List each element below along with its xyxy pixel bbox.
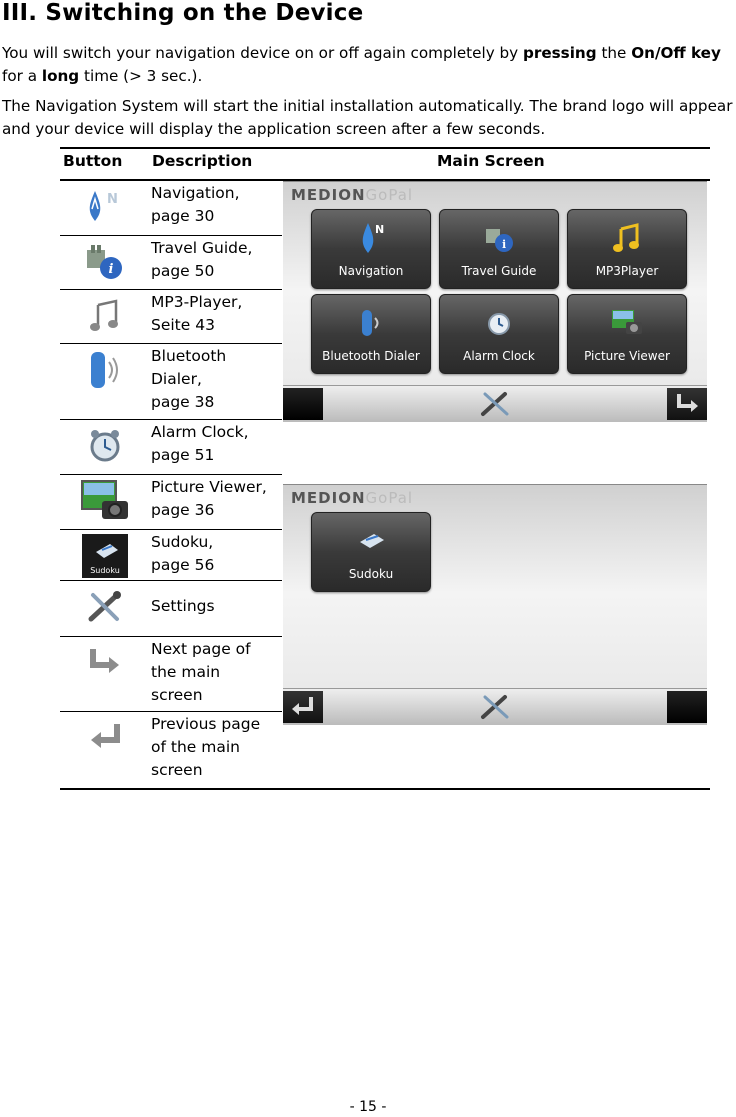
page-number: - 15 - (349, 1099, 387, 1115)
row-description-line: Bluetooth (151, 347, 227, 365)
column-header-description: Description (152, 152, 253, 170)
row-description-line: of the main (151, 738, 240, 756)
table-row (60, 420, 282, 475)
text: time (> 3 sec.). (79, 67, 203, 85)
alarm-clock-icon (62, 422, 148, 470)
table-row (60, 290, 282, 344)
svg-text:N: N (375, 223, 385, 236)
row-description-line: Previous page (151, 715, 261, 733)
table-bottom-rule (60, 788, 710, 790)
tile-label: Picture Viewer (584, 349, 670, 363)
travel-guide-icon (62, 238, 148, 286)
row-description-line: Settings (151, 597, 215, 615)
travel-guide-tile[interactable] (439, 209, 559, 289)
next-page-arrow-icon (62, 639, 148, 687)
table-row (60, 530, 282, 581)
navigation-tile[interactable] (311, 209, 431, 289)
settings-tools-icon[interactable] (479, 693, 511, 721)
row-description-line: Travel Guide, (151, 239, 253, 257)
svg-text:N: N (107, 192, 118, 207)
row-description-line: Navigation, (151, 184, 240, 202)
screen-bottom-bar (283, 688, 707, 725)
logo-text: MEDION (291, 489, 366, 507)
row-description-line: Seite 43 (151, 316, 215, 334)
text: You will switch your navigation device on or off again completely by (2, 44, 523, 62)
navigation-icon (62, 183, 148, 231)
next-page-button[interactable] (667, 388, 707, 420)
svg-text:i: i (502, 238, 507, 251)
bar-empty-cell (283, 388, 323, 420)
row-description-line: Picture Viewer, (151, 478, 267, 496)
main-screen-page-1 (283, 181, 707, 422)
startup-paragraph: The Navigation System will start the initial installation automatically. The brand logo will appear and your device will display the application screen after a few seconds. (2, 97, 733, 138)
row-description-line: Alarm Clock, (151, 423, 249, 441)
table-row (60, 181, 282, 236)
previous-page-arrow-icon (62, 714, 148, 762)
row-description-line: Dialer, (151, 370, 202, 388)
screen-bottom-bar (283, 385, 707, 422)
sudoku-icon-label: Sudoku (90, 566, 120, 575)
table-row (60, 236, 282, 290)
intro-paragraph (2, 42, 736, 88)
row-description-line: MP3-Player, (151, 293, 243, 311)
tile-label: MP3Player (595, 264, 659, 278)
row-description-line: screen (151, 761, 203, 779)
tile-label: Sudoku (348, 567, 394, 581)
logo-text: MEDION (291, 186, 366, 204)
tile-label: Alarm Clock (463, 349, 535, 363)
row-description-line: the main (151, 663, 221, 681)
brand-logo (291, 489, 413, 507)
settings-tools-icon[interactable] (479, 390, 511, 418)
picture-viewer-icon (62, 477, 148, 525)
main-screen-page-2 (283, 484, 707, 725)
bar-empty-cell (667, 691, 707, 723)
tile-label: Bluetooth Dialer (322, 349, 420, 363)
settings-tools-icon (62, 583, 148, 631)
row-description-line: page 36 (151, 501, 215, 519)
row-description-line: screen (151, 686, 203, 704)
logo-suffix: GoPal (365, 186, 414, 204)
section-heading: III. Switching on the Device (2, 0, 364, 26)
bold-text: On/Off key (631, 44, 721, 62)
row-description-line: page 51 (151, 446, 215, 464)
row-description-line: page 38 (151, 393, 215, 411)
table-row (60, 712, 282, 788)
row-description-line: page 50 (151, 262, 215, 280)
column-header-button: Button (63, 152, 123, 170)
logo-suffix: GoPal (365, 489, 414, 507)
row-description-line: page 30 (151, 207, 215, 225)
row-description-line: page 56 (151, 556, 215, 574)
previous-page-button[interactable] (283, 691, 323, 723)
mp3player-tile[interactable] (567, 209, 687, 289)
brand-logo (291, 186, 413, 204)
sudoku-tile[interactable] (311, 512, 431, 592)
bold-text: long (41, 67, 80, 85)
table-row (60, 344, 282, 420)
table-row (60, 581, 282, 637)
table-row (60, 475, 282, 530)
text: the (596, 44, 632, 62)
picture-viewer-tile[interactable] (567, 294, 687, 374)
alarm-clock-tile[interactable] (439, 294, 559, 374)
table-top-rule (60, 147, 710, 149)
bluetooth-phone-icon (62, 346, 148, 394)
bluetooth-dialer-tile[interactable] (311, 294, 431, 374)
row-description-line: Sudoku, (151, 533, 214, 551)
tile-label: Travel Guide (461, 264, 537, 278)
row-description-line: Next page of (151, 640, 251, 658)
column-header-main-screen: Main Screen (437, 152, 545, 170)
text: for a (2, 67, 42, 85)
svg-text:i: i (108, 262, 114, 277)
tile-label: Navigation (338, 264, 404, 278)
bold-text: pressing (522, 44, 597, 62)
table-row (60, 637, 282, 712)
sudoku-icon (62, 532, 148, 580)
music-note-icon (62, 292, 148, 340)
